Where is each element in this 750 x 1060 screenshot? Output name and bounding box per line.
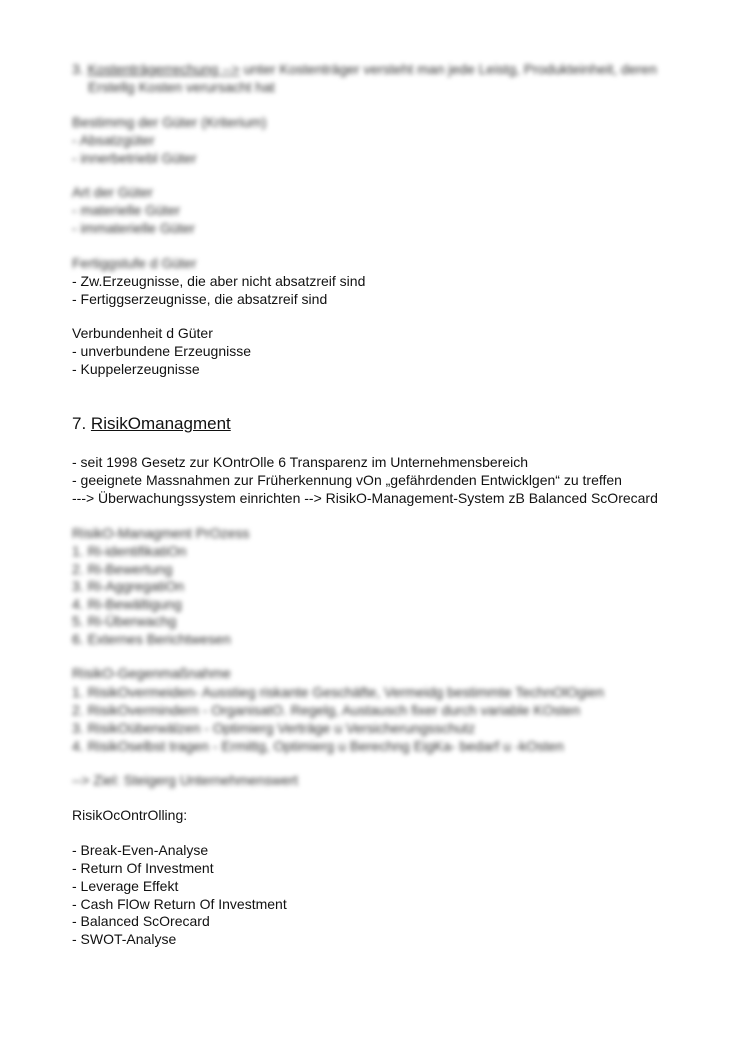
art-title: Art der Güter	[72, 184, 153, 200]
ziel-line: --> Ziel: Steigerg Unternehmenswert	[72, 772, 299, 788]
controlling-item: - Break-Even-Analyse	[72, 842, 209, 858]
verbund-title: Verbundenheit d Güter	[72, 325, 213, 341]
kostentraeger-line	[72, 60, 657, 78]
section-heading	[72, 413, 231, 435]
gegen-item: 1. RisikOvermeiden- Ausstieg riskante Geschäfte, Vermeidg bestimmte TechnOlOgien	[72, 684, 604, 700]
bestimmung-title: Bestimmg der Güter (Kriterium)	[72, 114, 267, 130]
process-item: 2. Ri-Bewertung	[72, 561, 173, 577]
kostentraeger-line2: Erstellg Kosten verursacht hat	[88, 79, 275, 95]
verbund-item: - Kuppelerzeugnisse	[72, 361, 200, 377]
process-item: 5. Ri-Überwachg	[72, 613, 177, 629]
bestimmung-item: - innerbetriebl Güter	[72, 150, 197, 166]
verbund-item: - unverbundene Erzeugnisse	[72, 343, 252, 359]
section-number: 7.	[72, 414, 87, 433]
section-title: RisikOmanagment	[90, 414, 231, 433]
art-item: - immaterielle Güter	[72, 220, 195, 236]
process-item: 4. Ri-Bewältigung	[72, 596, 182, 612]
process-item: 1. Ri-identifikatiOn	[72, 543, 187, 559]
fertig-item: - Zw.Erzeugnisse, die aber nicht absatzreif sind	[72, 273, 366, 289]
controlling-item: - Return Of Investment	[72, 860, 214, 876]
process-item: 3. Ri-AggregatiOn	[72, 578, 185, 594]
fertig-item: - Fertiggserzeugnisse, die absatzreif sind	[72, 291, 328, 307]
controlling-item: - Leverage Effekt	[72, 878, 179, 894]
section-line: ---> Überwachungssystem einrichten --> RisikO-Management-System zB Balanced ScOrecard	[72, 490, 658, 506]
gegen-item: 4. RisikOselbst tragen - Ermittg, Optimierg u Berechng EigKa- bedarf u -kOsten	[72, 738, 564, 754]
bestimmung-item: - Absatzgüter	[72, 132, 155, 148]
kostentraeger-link: Kostenträgerrechung -->	[87, 61, 240, 77]
process-title: RisikO-Managment PrOzess	[72, 525, 250, 541]
art-item: - materielle Güter	[72, 202, 181, 218]
process-item: 6. Externes Berichtwesen	[72, 631, 231, 647]
controlling-title: RisikOcOntrOlling:	[72, 807, 188, 823]
section-line: - geeignete Massnahmen zur Früherkennung vOn „gefährdenden Entwicklgen“ zu treffen	[72, 472, 622, 488]
kostentraeger-number: 3.	[72, 61, 84, 77]
section-line: - seit 1998 Gesetz zur KOntrOlle 6 Transparenz im Unternehmensbereich	[72, 454, 528, 470]
controlling-item: - Balanced ScOrecard	[72, 913, 210, 929]
kostentraeger-definition: unter Kostenträger versteht man jede Leistg, Produkteinheit, deren	[243, 61, 657, 77]
controlling-item: - SWOT-Analyse	[72, 931, 177, 947]
fertig-title: Fertiggstufe d Güter	[72, 255, 197, 271]
gegen-title: RisikO-Gegenmaßnahme	[72, 665, 231, 681]
gegen-item: 2. RisikOvermindern - OrganisatO. Regelg, Austausch fixer durch variable KOsten	[72, 702, 581, 718]
controlling-item: - Cash FlOw Return Of Investment	[72, 896, 287, 912]
gegen-item: 3. RisikOüberwälzen - Optimierg Verträge u Versicherungsschutz	[72, 720, 476, 736]
